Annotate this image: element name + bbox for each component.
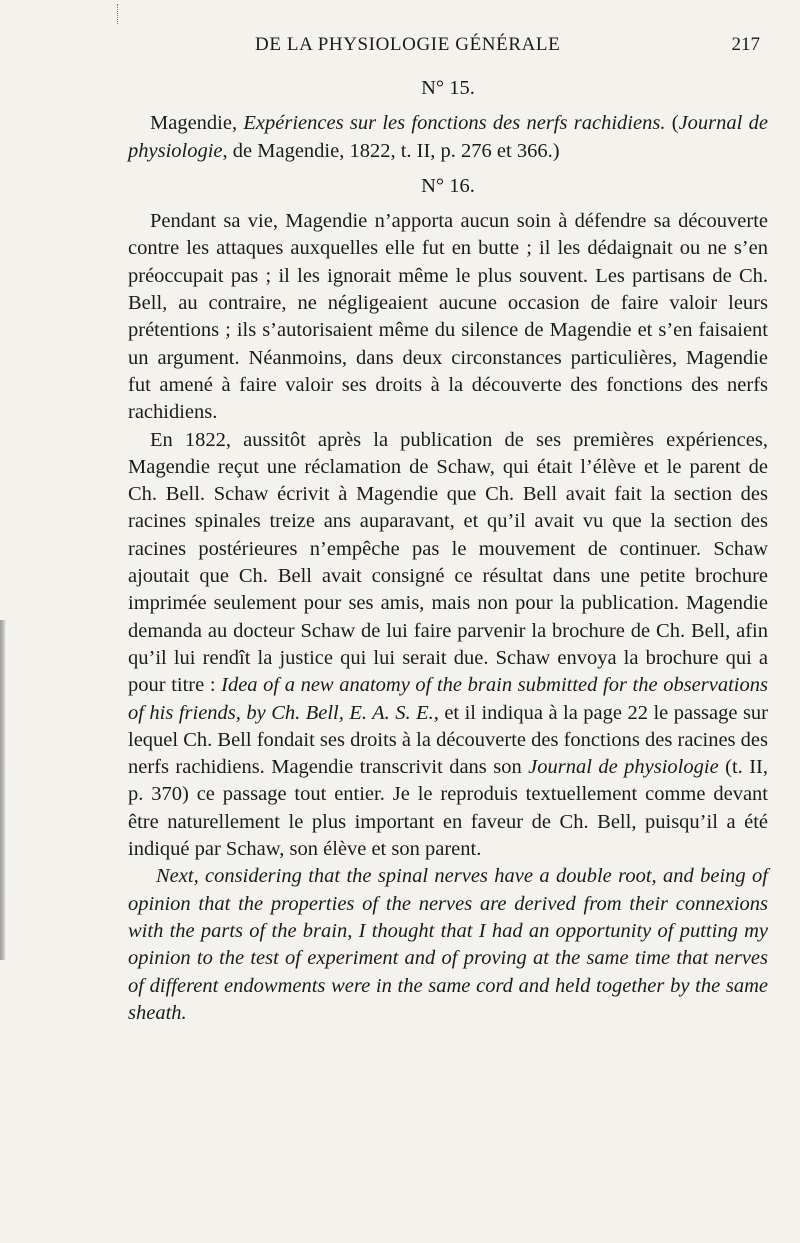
- reference-entry-15: [128, 110, 768, 165]
- body-text: [128, 75, 768, 1027]
- margin-mark: [117, 4, 120, 24]
- reference-details: , de Magendie, 1822, t. II, p. 276 et 366.): [222, 139, 560, 162]
- paragraph-2-part-c: (t. II, p. 370) ce passage tout entier. Je le reproduis textuellement comme devant être naturellement le plus important en faveur de Ch. Bell, puisqu’il a été indiqué par Schaw, son élève et son parent.: [128, 756, 769, 861]
- paragraph-2: [128, 427, 768, 864]
- paragraph-2-part-b: , et il indiqua à la page 22 le passage sur lequel Ch. Bell fondait ses droits à la découverte des fonctions des racines des nerfs rachidiens. Magendie transcrivit dans son: [128, 701, 769, 779]
- page-header: [230, 34, 760, 64]
- page-number: 217: [731, 34, 760, 55]
- reference-paren: (: [665, 112, 679, 135]
- english-quotation: Next, considering that the spinal nerves have a double root, and being of opinion that the properties of the nerves are derived from their connexions with the parts of the brain, I thought that I had an opportunity of putting my opinion to the test of experiment and of proving at the same time that nerves of different endowments were in the same cord and held together by the same sheath.: [128, 865, 768, 1024]
- cited-brochure-title: Idea of a new anatomy of the brain submitted for the observations of his friends, by Ch. Bell, E. A. S. E.: [128, 674, 768, 724]
- section-heading-16: N° 16.: [421, 174, 475, 197]
- running-title: DE LA PHYSIOLOGIE GÉNÉRALE: [255, 34, 561, 55]
- binding-shadow: [0, 620, 6, 960]
- paragraph-1: Pendant sa vie, Magendie n’apporta aucun soin à défendre sa découverte contre les attaques auxquelles elle fut en butte ; il les dédaignait ou ne s’en préoccupait pas ; il les ignorait même le plus souvent. Les partisans de Ch. Bell, au contraire, ne négligeaient aucune occasion de faire valoir leurs prétentions ; ils s’autorisaient même du silence de Magendie et s’en faisaient un argument. Néanmoins, dans deux circonstances particulières, Magendie fut amené à faire valoir ses droits à la découverte des fonctions des nerfs rachidiens.: [128, 210, 768, 424]
- cited-journal: Journal de physiologie: [528, 756, 719, 779]
- reference-author: Magendie,: [150, 112, 244, 135]
- section-heading-15: N° 15.: [421, 77, 475, 99]
- reference-journal: Journal de physiologie: [128, 112, 768, 162]
- paragraph-2-part-a: En 1822, aussitôt après la publication de ses premières expériences, Magendie reçut une réclamation de Schaw, qui était l’élève et le parent de Ch. Bell. Schaw écrivit à Magendie que Ch. Bell avait fait la section des racines spinales treize ans auparavant, et qu’il avait vu que la section des racines postérieures n’empêche pas le mouvement de continuer. Schaw ajoutait que Ch. Bell avait consigné ce résultat dans une petite brochure imprimée seulement pour ses amis, mais non pour la publication. Magendie demanda au docteur Schaw de lui faire parvenir la brochure de Ch. Bell, afin qu’il lui rendît la justice qui lui serait due. Schaw envoya la brochure qui a pour titre :: [128, 428, 768, 697]
- reference-title: Expériences sur les fonctions des nerfs rachidiens.: [243, 112, 666, 135]
